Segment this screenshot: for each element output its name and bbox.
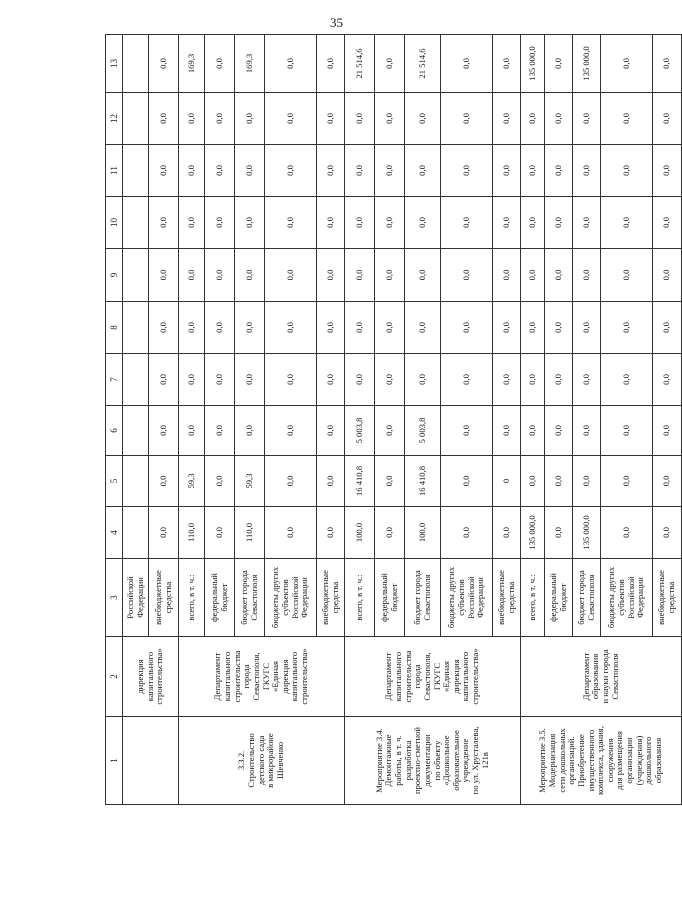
- funding-source-cell: федеральный бюджет: [545, 559, 573, 637]
- value-cell: [123, 507, 149, 559]
- value-cell: 0,0: [265, 354, 317, 406]
- value-cell: 0,0: [545, 93, 573, 145]
- value-cell: 0,0: [441, 354, 493, 406]
- value-cell: 169,3: [179, 35, 205, 93]
- value-cell: 0,0: [545, 145, 573, 197]
- value-cell: 0,0: [205, 354, 235, 406]
- value-cell: 0,0: [179, 197, 205, 249]
- value-cell: 0,0: [653, 35, 682, 93]
- value-cell: 0,0: [317, 93, 345, 145]
- value-cell: 0,0: [493, 197, 521, 249]
- value-cell: 0,0: [521, 145, 545, 197]
- value-cell: [123, 197, 149, 249]
- value-cell: 0,0: [493, 249, 521, 302]
- value-cell: 0,0: [441, 249, 493, 302]
- activity-cell: 3.3.2. Строительство детского сада в микрорайоне Шевченко: [179, 717, 345, 805]
- funding-source-cell: бюджет города Севастополя: [573, 559, 601, 637]
- value-cell: 0,0: [149, 35, 179, 93]
- funding-source-cell: внебюджетные средства: [317, 559, 345, 637]
- value-cell: 169,3: [235, 35, 265, 93]
- value-cell: 0,0: [205, 93, 235, 145]
- value-cell: 0,0: [545, 507, 573, 559]
- value-cell: 0,0: [493, 35, 521, 93]
- funding-source-cell: всего, в т. ч.:: [521, 559, 545, 637]
- value-cell: 0,0: [235, 354, 265, 406]
- value-cell: 0,0: [205, 302, 235, 354]
- value-cell: 0,0: [601, 35, 653, 93]
- value-cell: 0,0: [235, 93, 265, 145]
- column-header: 10: [106, 197, 123, 249]
- value-cell: 0,0: [265, 456, 317, 507]
- value-cell: 0,0: [345, 249, 375, 302]
- value-cell: 59,3: [179, 456, 205, 507]
- value-cell: 0,0: [441, 456, 493, 507]
- value-cell: 0,0: [521, 302, 545, 354]
- value-cell: 0,0: [265, 406, 317, 456]
- value-cell: 0,0: [317, 406, 345, 456]
- executor-cell: Департамент образования и науки города Севастополя: [521, 637, 682, 717]
- value-cell: 0,0: [441, 145, 493, 197]
- value-cell: 100,0: [345, 507, 375, 559]
- value-cell: [123, 93, 149, 145]
- value-cell: 0,0: [653, 249, 682, 302]
- value-cell: 0,0: [265, 145, 317, 197]
- value-cell: 0,0: [545, 197, 573, 249]
- value-cell: 0,0: [205, 197, 235, 249]
- value-cell: 0,0: [493, 507, 521, 559]
- funding-source-cell: всего, в т. ч.:: [179, 559, 205, 637]
- value-cell: 0,0: [441, 507, 493, 559]
- value-cell: 0,0: [521, 456, 545, 507]
- value-cell: 0,0: [235, 406, 265, 456]
- value-cell: 0,0: [179, 93, 205, 145]
- value-cell: 0,0: [521, 354, 545, 406]
- funding-source-cell: бюджет города Севастополя: [405, 559, 441, 637]
- value-cell: 21 514,6: [345, 35, 375, 93]
- value-cell: 0,0: [493, 93, 521, 145]
- value-cell: 0,0: [653, 93, 682, 145]
- value-cell: 0,0: [573, 354, 601, 406]
- value-cell: 0,0: [149, 507, 179, 559]
- value-cell: 0,0: [545, 354, 573, 406]
- value-cell: 0,0: [375, 406, 405, 456]
- value-cell: 135 000,0: [521, 35, 545, 93]
- value-cell: 0,0: [205, 456, 235, 507]
- value-cell: 0,0: [375, 93, 405, 145]
- value-cell: [123, 249, 149, 302]
- value-cell: 0,0: [573, 145, 601, 197]
- value-cell: 0,0: [573, 406, 601, 456]
- value-cell: 0,0: [545, 302, 573, 354]
- value-cell: 0,0: [521, 93, 545, 145]
- value-cell: 0,0: [345, 145, 375, 197]
- value-cell: 0,0: [179, 302, 205, 354]
- value-cell: 0,0: [653, 456, 682, 507]
- value-cell: 0,0: [317, 249, 345, 302]
- column-header: 2: [106, 637, 123, 717]
- value-cell: 135 000,0: [573, 507, 601, 559]
- value-cell: 0,0: [405, 145, 441, 197]
- value-cell: [123, 145, 149, 197]
- value-cell: 0,0: [235, 302, 265, 354]
- value-cell: 0,0: [601, 456, 653, 507]
- value-cell: 0,0: [493, 354, 521, 406]
- value-cell: 0,0: [149, 93, 179, 145]
- value-cell: 0,0: [405, 302, 441, 354]
- column-header: 9: [106, 249, 123, 302]
- value-cell: 0,0: [375, 197, 405, 249]
- value-cell: 0,0: [375, 507, 405, 559]
- table-row: [345, 35, 375, 805]
- value-cell: 0,0: [601, 145, 653, 197]
- value-cell: 0,0: [405, 354, 441, 406]
- value-cell: 0,0: [601, 93, 653, 145]
- funding-source-cell: внебюджетные средства: [653, 559, 682, 637]
- value-cell: 0,0: [545, 456, 573, 507]
- column-header: 6: [106, 406, 123, 456]
- column-header: 3: [106, 559, 123, 637]
- value-cell: 0,0: [375, 35, 405, 93]
- value-cell: 0,0: [375, 249, 405, 302]
- value-cell: 0,0: [653, 197, 682, 249]
- column-header: 8: [106, 302, 123, 354]
- value-cell: 135 000,0: [573, 35, 601, 93]
- value-cell: 100,0: [405, 507, 441, 559]
- page-number: 35: [330, 15, 343, 30]
- value-cell: 0,0: [573, 456, 601, 507]
- value-cell: [123, 302, 149, 354]
- activity-cell: [123, 717, 179, 805]
- value-cell: 0,0: [149, 197, 179, 249]
- value-cell: 0,0: [573, 249, 601, 302]
- rotated-table-container: [105, 35, 676, 805]
- value-cell: 0,0: [265, 302, 317, 354]
- value-cell: 0,0: [375, 354, 405, 406]
- column-header: 4: [106, 507, 123, 559]
- value-cell: 0,0: [149, 145, 179, 197]
- value-cell: 0,0: [521, 197, 545, 249]
- value-cell: [123, 406, 149, 456]
- budget-table: [105, 34, 682, 805]
- value-cell: 110,0: [179, 507, 205, 559]
- value-cell: 0,0: [573, 302, 601, 354]
- value-cell: 0,0: [405, 93, 441, 145]
- value-cell: 0,0: [317, 197, 345, 249]
- funding-source-cell: бюджет города Севастополя: [235, 559, 265, 637]
- value-cell: 0,0: [601, 197, 653, 249]
- value-cell: 0,0: [149, 406, 179, 456]
- value-cell: 5 003,8: [345, 406, 375, 456]
- value-cell: 135 000,0: [521, 507, 545, 559]
- value-cell: 0,0: [601, 507, 653, 559]
- value-cell: 0,0: [601, 354, 653, 406]
- value-cell: [123, 456, 149, 507]
- column-header: 1: [106, 717, 123, 805]
- table-row: [123, 35, 149, 805]
- value-cell: 0,0: [345, 354, 375, 406]
- value-cell: 0,0: [205, 35, 235, 93]
- value-cell: 0,0: [235, 249, 265, 302]
- value-cell: 0,0: [375, 456, 405, 507]
- value-cell: 0,0: [205, 249, 235, 302]
- activity-cell: Мероприятие 3.4. Демонтажные работы, в т. ч. разработка проектно-сметной документации по объекту «Дошкольное образовательное учреждение по ул. Хрусталева, 121в: [345, 717, 521, 805]
- value-cell: 0,0: [441, 197, 493, 249]
- value-cell: 0,0: [265, 249, 317, 302]
- value-cell: 0,0: [653, 145, 682, 197]
- value-cell: 0,0: [149, 249, 179, 302]
- column-header: 11: [106, 145, 123, 197]
- funding-source-cell: Российской Федерации: [123, 559, 149, 637]
- executor-cell: дирекция капитального строительства»: [123, 637, 179, 717]
- value-cell: 0,0: [601, 302, 653, 354]
- value-cell: 0,0: [573, 197, 601, 249]
- value-cell: 0,0: [317, 456, 345, 507]
- executor-cell: Департамент капитального строительства города Севастополя, ГКУГС «Единая дирекция капитального строительства»: [179, 637, 345, 717]
- table-row: [521, 35, 545, 805]
- column-header: 5: [106, 456, 123, 507]
- value-cell: 59,3: [235, 456, 265, 507]
- value-cell: 0,0: [653, 354, 682, 406]
- funding-source-cell: бюджеты других субъектов Российской Федерации: [265, 559, 317, 637]
- value-cell: 0,0: [521, 406, 545, 456]
- funding-source-cell: бюджеты других субъектов Российской Федерации: [441, 559, 493, 637]
- value-cell: 0,0: [441, 35, 493, 93]
- activity-cell: Мероприятие 3.5. Модернизация сети дошкольных организаций. Приобретение имущественного комплекса, здания, сооружения для размещения организации (учреждения) дошкольного образования: [521, 717, 682, 805]
- value-cell: 0,0: [179, 354, 205, 406]
- value-cell: 110,0: [235, 507, 265, 559]
- value-cell: 5 003,8: [405, 406, 441, 456]
- value-cell: 0,0: [653, 507, 682, 559]
- value-cell: 0,0: [235, 145, 265, 197]
- value-cell: 0,0: [405, 249, 441, 302]
- value-cell: 0,0: [205, 145, 235, 197]
- value-cell: 0,0: [441, 406, 493, 456]
- value-cell: 0,0: [149, 302, 179, 354]
- value-cell: 21 514,6: [405, 35, 441, 93]
- value-cell: 0,0: [405, 197, 441, 249]
- funding-source-cell: внебюджетные средства: [493, 559, 521, 637]
- value-cell: 0,0: [545, 35, 573, 93]
- value-cell: 0,0: [493, 145, 521, 197]
- value-cell: 0,0: [345, 197, 375, 249]
- value-cell: 0: [493, 456, 521, 507]
- value-cell: 0,0: [265, 35, 317, 93]
- funding-source-cell: бюджеты других субъектов Российской Федерации: [601, 559, 653, 637]
- funding-source-cell: всего, в т. ч.:: [345, 559, 375, 637]
- value-cell: 0,0: [601, 249, 653, 302]
- value-cell: 0,0: [545, 249, 573, 302]
- value-cell: 0,0: [317, 145, 345, 197]
- value-cell: 0,0: [441, 93, 493, 145]
- value-cell: 0,0: [317, 35, 345, 93]
- value-cell: 0,0: [653, 406, 682, 456]
- column-header: 13: [106, 35, 123, 93]
- column-header: 12: [106, 93, 123, 145]
- value-cell: 0,0: [375, 145, 405, 197]
- value-cell: 0,0: [521, 249, 545, 302]
- value-cell: 16 410,8: [405, 456, 441, 507]
- funding-source-cell: федеральный бюджет: [205, 559, 235, 637]
- value-cell: 16 410,8: [345, 456, 375, 507]
- value-cell: 0,0: [149, 354, 179, 406]
- value-cell: 0,0: [179, 249, 205, 302]
- value-cell: 0,0: [149, 456, 179, 507]
- value-cell: 0,0: [265, 507, 317, 559]
- value-cell: 0,0: [493, 302, 521, 354]
- value-cell: 0,0: [441, 302, 493, 354]
- value-cell: 0,0: [179, 406, 205, 456]
- funding-source-cell: внебюджетные средства: [149, 559, 179, 637]
- value-cell: 0,0: [265, 93, 317, 145]
- value-cell: 0,0: [601, 406, 653, 456]
- value-cell: [123, 35, 149, 93]
- value-cell: 0,0: [317, 302, 345, 354]
- value-cell: 0,0: [653, 302, 682, 354]
- value-cell: 0,0: [345, 302, 375, 354]
- value-cell: 0,0: [493, 406, 521, 456]
- value-cell: 0,0: [205, 406, 235, 456]
- header-row: [106, 35, 123, 805]
- executor-cell: Департамент капитального строительства города Севастополя, ГКУГС «Единая дирекция капитального строительства»: [345, 637, 521, 717]
- value-cell: 0,0: [265, 197, 317, 249]
- value-cell: 0,0: [179, 145, 205, 197]
- value-cell: 0,0: [205, 507, 235, 559]
- value-cell: 0,0: [317, 507, 345, 559]
- value-cell: 0,0: [317, 354, 345, 406]
- value-cell: 0,0: [235, 197, 265, 249]
- funding-source-cell: федеральный бюджет: [375, 559, 405, 637]
- column-header: 7: [106, 354, 123, 406]
- value-cell: 0,0: [573, 93, 601, 145]
- table-row: [179, 35, 205, 805]
- value-cell: [123, 354, 149, 406]
- value-cell: 0,0: [345, 93, 375, 145]
- value-cell: 0,0: [545, 406, 573, 456]
- value-cell: 0,0: [375, 302, 405, 354]
